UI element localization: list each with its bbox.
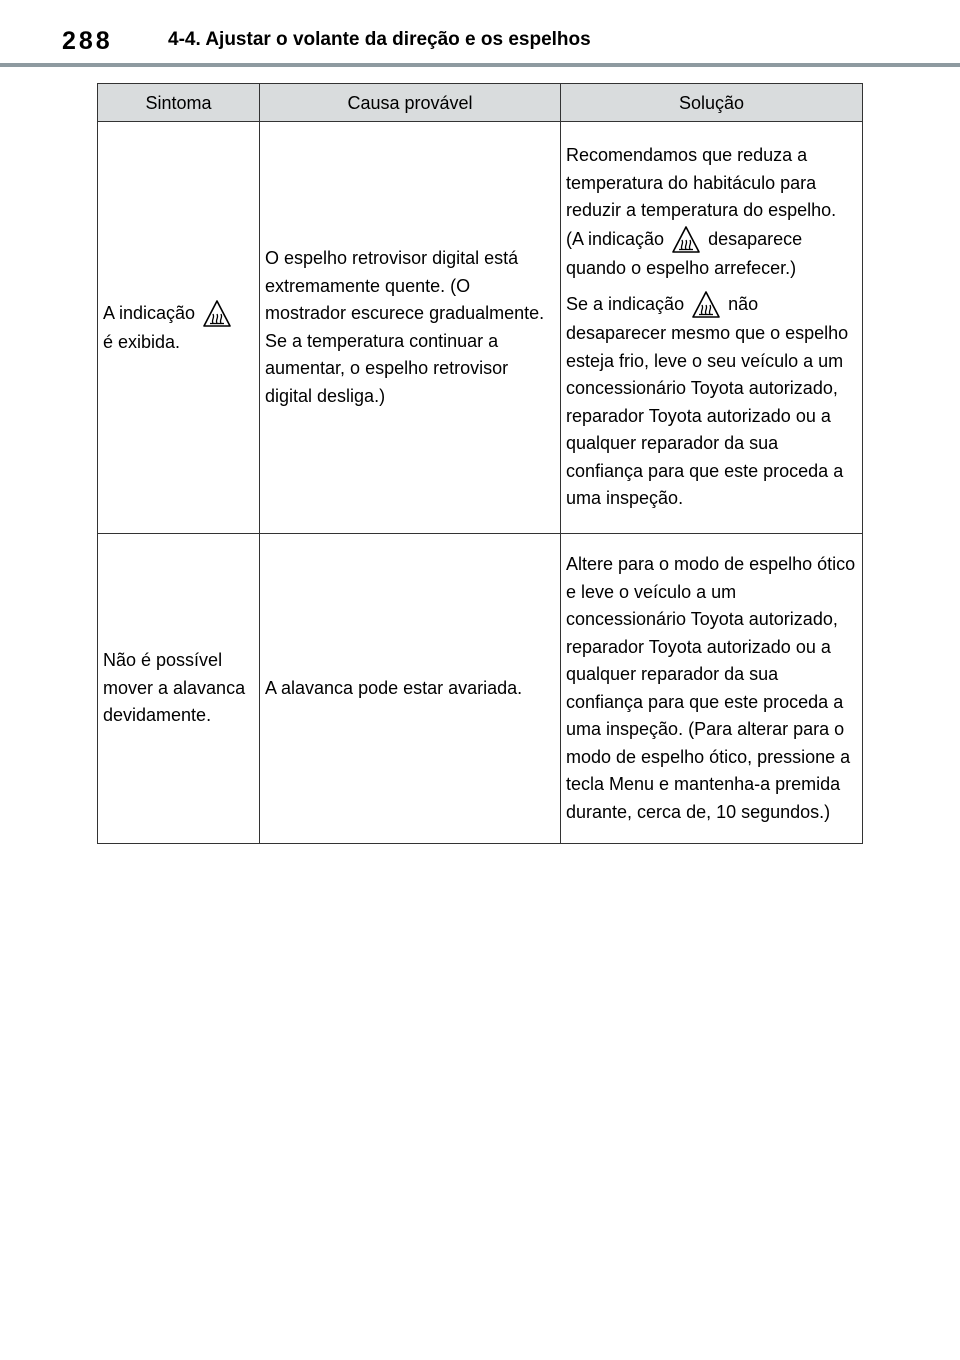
table-row — [98, 534, 863, 844]
mirror-heat-warning-icon — [202, 299, 232, 329]
cause-cell: A alavanca pode estar avariada. — [260, 534, 561, 844]
column-header-solution: Solução — [561, 84, 863, 122]
table-row — [98, 122, 863, 534]
section-title: 4-4. Ajustar o volante da direção e os espelhos — [168, 29, 591, 50]
symptom-text: A indicação — [103, 302, 196, 323]
solution-cell — [561, 122, 863, 534]
header-divider — [0, 63, 960, 67]
column-header-symptom: Sintoma — [98, 84, 260, 122]
solution-paragraph: Recomendamos que reduza a temperatura do habitáculo para reduzir a temperatura do espelho. — [566, 145, 837, 221]
solution-paragraph: (A indicação desaparece quando o espelho arrefecer.) — [566, 225, 858, 283]
solution-paragraph: Se a indicação não desaparecer mesmo que o espelho esteja frio, leve o seu veículo a um concessionário Toyota autorizado, reparador Toyota autorizado ou a qualquer reparador da sua confiança para que este proceda a uma inspeção. — [566, 290, 858, 513]
solution-cell: Altere para o modo de espelho ótico e leve o veículo a um concessionário Toyota autorizado, reparador Toyota autorizado ou a qualquer reparador da sua confiança para que este proceda a uma inspeção. (Para alterar para o modo de espelho ótico, pressione a tecla Menu e mantenha-a premida durante, cerca de, 10 segundos.) — [561, 534, 863, 844]
page-header — [0, 0, 960, 66]
troubleshooting-table — [97, 83, 863, 844]
table-header-row — [98, 84, 863, 122]
symptom-cell — [98, 122, 260, 534]
page-number: 288 — [62, 27, 113, 55]
symptom-cell: Não é possível mover a alavanca devidamente. — [98, 534, 260, 844]
symptom-text: é exibida. — [103, 331, 181, 352]
cause-cell: O espelho retrovisor digital está extremamente quente. (O mostrador escurece gradualmente. Se a temperatura continuar a aumentar, o espelho retrovisor digital desliga.) — [260, 122, 561, 534]
column-header-cause: Causa provável — [260, 84, 561, 122]
mirror-heat-warning-icon — [691, 290, 721, 320]
mirror-heat-warning-icon — [671, 225, 701, 255]
